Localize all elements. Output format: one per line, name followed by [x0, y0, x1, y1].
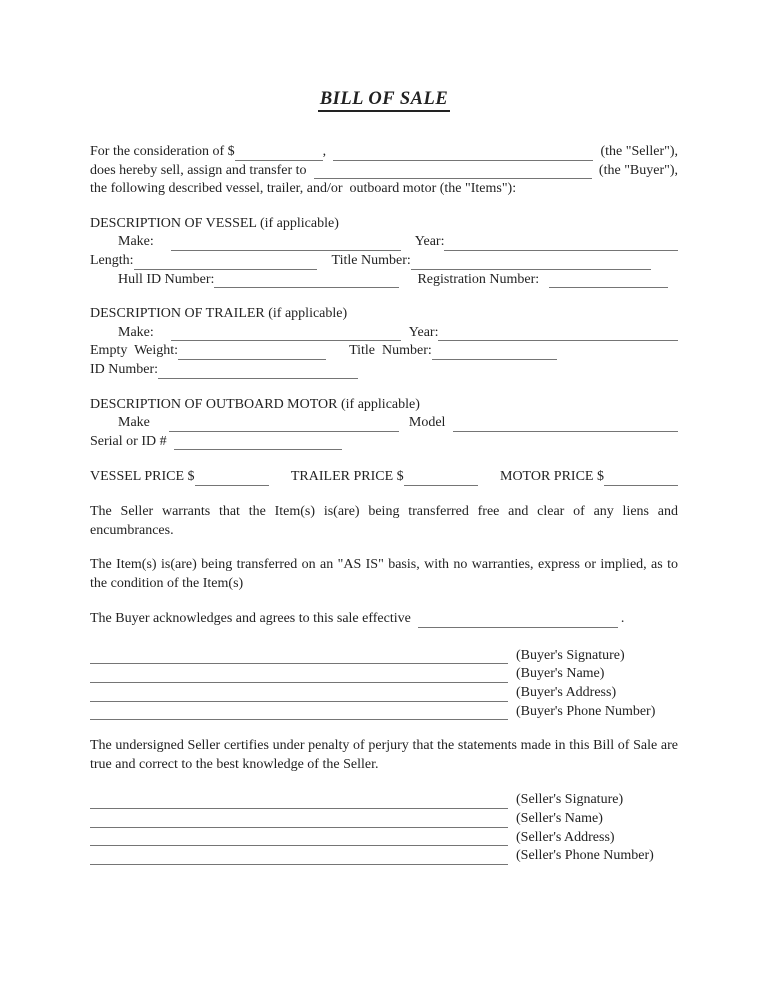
buyer-signature-label: (Buyer's Signature) — [516, 647, 625, 663]
trailer-row-1 — [90, 324, 678, 343]
vessel-row-3 — [90, 271, 678, 290]
trailer-heading: DESCRIPTION OF TRAILER (if applicable) — [90, 306, 348, 322]
seller-name-row — [90, 810, 678, 829]
seller-signature-block — [90, 791, 678, 865]
vessel-make-label: Make: — [118, 234, 154, 250]
buyer-signature-field — [90, 648, 508, 664]
trailer-row-2 — [90, 342, 678, 361]
document-title — [90, 88, 678, 110]
buyer-address-field — [90, 686, 508, 702]
buyer-name-field — [90, 667, 508, 683]
buyer-name-label: (Buyer's Name) — [516, 666, 605, 682]
vessel-row-1 — [90, 233, 678, 252]
seller-signature-field — [90, 793, 508, 809]
consideration-label: For the consideration of $ — [90, 144, 235, 159]
consideration-amount-field — [235, 145, 323, 161]
seller-phone-row — [90, 847, 678, 866]
trailer-make-field — [171, 325, 401, 341]
motor-section — [90, 396, 678, 452]
motor-serial-field — [174, 434, 342, 450]
buyer-phone-field — [90, 704, 508, 720]
vessel-title-number-field — [411, 254, 651, 270]
trailer-id-number-field — [158, 363, 358, 379]
effective-date-line — [90, 610, 678, 629]
seller-name-field — [90, 812, 508, 828]
trailer-title-number-field — [432, 344, 557, 360]
transfer-label: does hereby sell, assign and transfer to — [90, 162, 307, 178]
vessel-heading: DESCRIPTION OF VESSEL (if applicable) — [90, 215, 339, 231]
vessel-price-group — [90, 468, 269, 487]
intro-line-3: the following described vessel, trailer, and/or outboard motor (the "Items"): — [90, 181, 517, 197]
motor-price-group — [500, 468, 678, 487]
effective-date-label: The Buyer acknowledges and agrees to this sale effective — [90, 611, 411, 627]
motor-price-field — [604, 470, 678, 486]
effective-date-field — [418, 612, 618, 628]
price-row — [90, 468, 678, 487]
intro-line-2 — [90, 162, 678, 181]
document-title-text: BILL OF SALE — [318, 89, 450, 112]
vessel-price-field — [195, 470, 269, 486]
buyer-phone-row — [90, 703, 678, 722]
seller-name-label: (Seller's Name) — [516, 811, 603, 827]
trailer-make-label: Make: — [118, 324, 154, 340]
motor-model-label: Model — [408, 415, 446, 431]
trailer-price-field — [404, 470, 478, 486]
seller-address-label: (Seller's Address) — [516, 829, 615, 845]
warranty-paragraph: The Seller warrants that the Item(s) is(are) being transferred free and clear of any liens and encumbrances. — [90, 503, 678, 538]
buyer-name-row — [90, 665, 678, 684]
trailer-title-number-label: Title Number: — [349, 343, 432, 359]
vessel-section — [90, 215, 678, 289]
seller-suffix-label: (the "Seller"), — [600, 144, 678, 159]
vessel-year-label: Year: — [414, 234, 445, 250]
intro-paragraph — [90, 143, 678, 199]
buyer-signature-row — [90, 647, 678, 666]
vessel-hull-id-label: Hull ID Number: — [118, 271, 215, 287]
vessel-registration-field — [549, 272, 668, 288]
seller-signature-label: (Seller's Signature) — [516, 792, 624, 808]
trailer-row-3 — [90, 361, 678, 380]
buyer-name-field — [314, 163, 592, 179]
motor-serial-label: Serial or ID # — [90, 433, 167, 449]
vessel-year-field — [444, 235, 678, 251]
trailer-empty-weight-field — [178, 344, 326, 360]
seller-certify-paragraph: The undersigned Seller certifies under penalty of perjury that the statements made in this Bill of Sale are true and correct to the best knowledge of the Seller. — [90, 738, 678, 772]
motor-make-label: Make — [118, 415, 150, 431]
vessel-make-field — [171, 235, 401, 251]
trailer-year-field — [438, 325, 678, 341]
buyer-phone-label: (Buyer's Phone Number) — [516, 703, 656, 719]
motor-row-1 — [90, 414, 678, 433]
motor-price-label: MOTOR PRICE $ — [500, 469, 604, 485]
vessel-title-number-label: Title Number: — [331, 252, 411, 268]
motor-heading: DESCRIPTION OF OUTBOARD MOTOR (if applicable) — [90, 396, 420, 412]
seller-phone-label: (Seller's Phone Number) — [516, 848, 654, 864]
seller-signature-row — [90, 791, 678, 810]
effective-date-period: . — [620, 611, 625, 627]
intro-line-1 — [90, 143, 678, 162]
vessel-hull-id-field — [214, 272, 399, 288]
vessel-length-label: Length: — [90, 252, 134, 268]
seller-phone-field — [90, 849, 508, 865]
comma-text: , — [322, 144, 327, 159]
motor-row-2 — [90, 433, 678, 452]
buyer-address-label: (Buyer's Address) — [516, 685, 617, 701]
seller-address-field — [90, 830, 508, 846]
trailer-empty-weight-label: Empty Weight: — [90, 343, 179, 359]
trailer-section — [90, 305, 678, 379]
vessel-price-label: VESSEL PRICE $ — [90, 469, 195, 485]
vessel-registration-label: Registration Number: — [417, 271, 540, 287]
motor-model-field — [453, 416, 678, 432]
buyer-signature-block — [90, 647, 678, 721]
buyer-suffix-label: (the "Buyer"), — [598, 162, 678, 178]
trailer-id-number-label: ID Number: — [90, 361, 159, 377]
seller-address-row — [90, 829, 678, 848]
seller-name-field — [333, 145, 593, 161]
as-is-paragraph: The Item(s) is(are) being transferred on an "AS IS" basis, with no warranties, express or implied, as to the condition of the Item(s) — [90, 557, 678, 591]
vessel-length-field — [134, 254, 317, 270]
buyer-address-row — [90, 684, 678, 703]
vessel-row-2 — [90, 252, 678, 271]
trailer-year-label: Year: — [408, 324, 439, 340]
motor-make-field — [169, 416, 399, 432]
trailer-price-label: TRAILER PRICE $ — [290, 469, 404, 485]
trailer-price-group — [291, 468, 478, 487]
